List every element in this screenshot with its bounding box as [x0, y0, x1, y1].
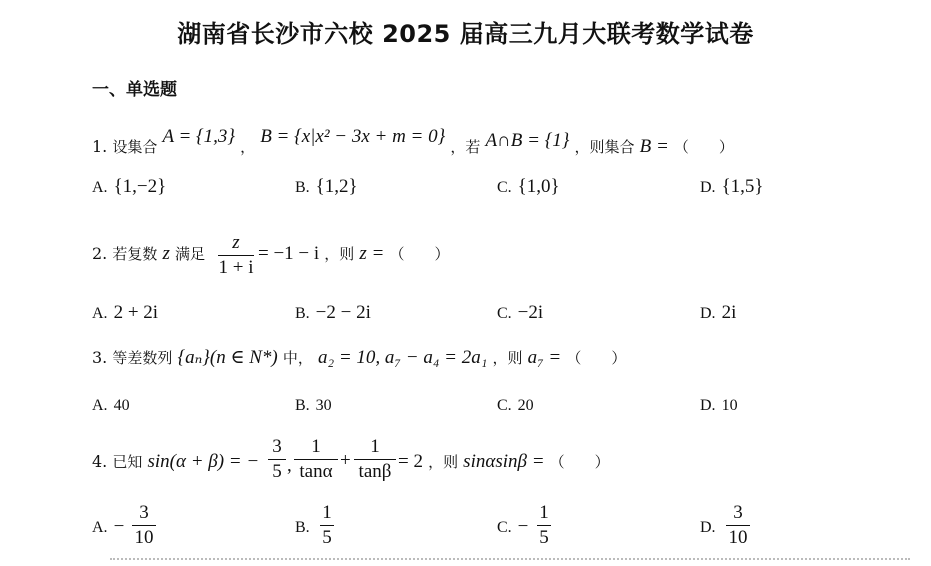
fraction-z-over-1-plus-i: z 1 + i [218, 232, 254, 278]
sin-sum-expression: sin(α + β) = − [147, 451, 260, 472]
question-3-stem: 3. 等差数列 {aₙ}(n ∈ N*) 中， a₂ = 10, a₇ − a₄ = 2a₁ ，则 a₇ = （ ） [92, 347, 627, 368]
fraction-1-over-tan-alpha: 1 tanα [294, 436, 338, 483]
set-b-expression: B = {x|x² − 3x + m = 0} [260, 126, 446, 147]
question-1-stem: 1. 设集合 A = {1,3} ， B = {x|x² − 3x + m = 0} ，若 A∩B = {1} ，则集合 B = （ ） [92, 126, 734, 157]
sequence-expression: {aₙ}(n ∈ N*) [177, 347, 278, 368]
option-b[interactable]: B. 30 [295, 397, 332, 414]
option-c[interactable]: C. −2i [497, 302, 544, 323]
option-a[interactable]: A. {1,−2} [92, 176, 167, 197]
question-2-stem: 2. 若复数 z 满足 [92, 243, 205, 264]
condition-expression: a₂ = 10, a₇ − a₄ = 2a₁ [317, 347, 488, 368]
target-expression: B = [639, 136, 669, 157]
option-b[interactable]: B. {1,2} [295, 176, 358, 197]
question-number: 1. [92, 137, 108, 156]
condition-expression: A∩B = {1} [485, 130, 570, 151]
question-number: 4. [92, 452, 108, 471]
fraction-3-over-5: 3 5 [268, 436, 286, 483]
option-d[interactable]: D. 2i [700, 302, 737, 323]
option-a[interactable]: A. 40 [92, 397, 130, 414]
option-d[interactable]: D. 10 [700, 397, 738, 414]
option-c[interactable]: C. 20 [497, 397, 534, 414]
option-b[interactable]: B. −2 − 2i [295, 302, 371, 323]
next-line-clipped [110, 558, 910, 566]
option-c[interactable]: C. {1,0} [497, 176, 560, 197]
option-a[interactable]: A. 2 + 2i [92, 302, 159, 323]
set-a-expression: A = {1,3} [162, 126, 235, 147]
option-d[interactable]: D. {1,5} [700, 176, 764, 197]
section-heading: 一、单选题 [92, 80, 177, 100]
question-number: 2. [92, 244, 108, 263]
question-4-stem: 4. 已知 sin(α + β) = − [92, 451, 260, 472]
page-title: 湖南省长沙市六校 2025 届高三九月大联考数学试卷 [177, 20, 754, 48]
fraction-1-over-tan-beta: 1 tanβ [354, 436, 396, 483]
question-number: 3. [92, 348, 108, 367]
